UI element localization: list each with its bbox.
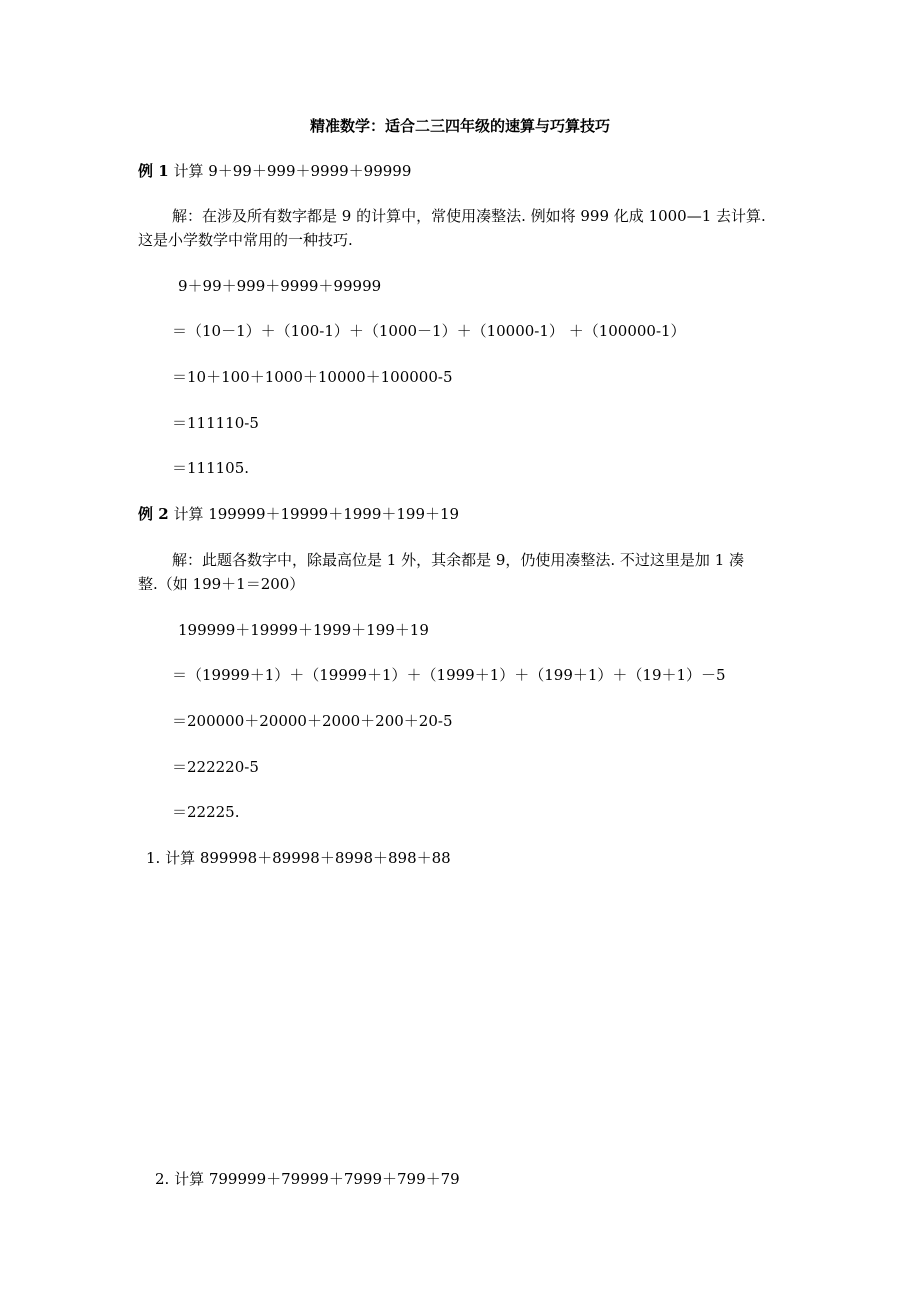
example-1-problem: 计算 9＋99＋999＋9999＋99999	[173, 162, 412, 180]
example-2-step: ＝（19999＋1）＋（19999＋1）＋（1999＋1）＋（199＋1）＋（19＋1）－5	[172, 666, 726, 684]
example-2-problem: 计算 199999＋19999＋1999＋199＋19	[173, 505, 460, 523]
exercise-2: 2. 计算 799999＋79999＋7999＋799＋79	[155, 1170, 460, 1188]
example-1-step: ＝111110-5	[172, 414, 259, 432]
example-1-step: ＝10＋100＋1000＋10000＋100000-5	[172, 368, 453, 386]
example-2-step: ＝222220-5	[172, 758, 259, 776]
example-1-step: ＝（10－1）＋（100-1）＋（1000－1）＋（10000-1） ＋（100000-1）	[172, 322, 686, 340]
example-2-step: ＝22225.	[172, 803, 240, 821]
example-1-step: 9＋99＋999＋9999＋99999	[178, 277, 382, 295]
exercise-1: 1. 计算 899998＋89998＋8998＋898＋88	[146, 849, 451, 867]
example-1-heading	[138, 161, 411, 181]
example-2-step: ＝200000＋20000＋2000＋200＋20-5	[172, 712, 453, 730]
document-title: 精准数学：适合二三四年级的速算与巧算技巧	[309, 117, 610, 135]
example-2-heading	[138, 504, 459, 524]
example-1-solution-line-1: 解：在涉及所有数字都是 9 的计算中，常使用凑整法. 例如将 999 化成 1000—1 去计算.	[172, 207, 766, 225]
example-1-step: ＝111105.	[172, 459, 250, 477]
example-2-solution-line-2: 整.（如 199＋1＝200）	[138, 575, 305, 593]
example-1-solution-line-2: 这是小学数学中常用的一种技巧.	[138, 231, 353, 249]
example-1-label: 例 1	[138, 162, 169, 180]
example-2-solution-line-1: 解：此题各数字中，除最高位是 1 外，其余都是 9，仍使用凑整法. 不过这里是加 1 凑	[172, 551, 745, 569]
example-2-label: 例 2	[138, 505, 169, 523]
example-2-step: 199999＋19999＋1999＋199＋19	[178, 621, 429, 639]
